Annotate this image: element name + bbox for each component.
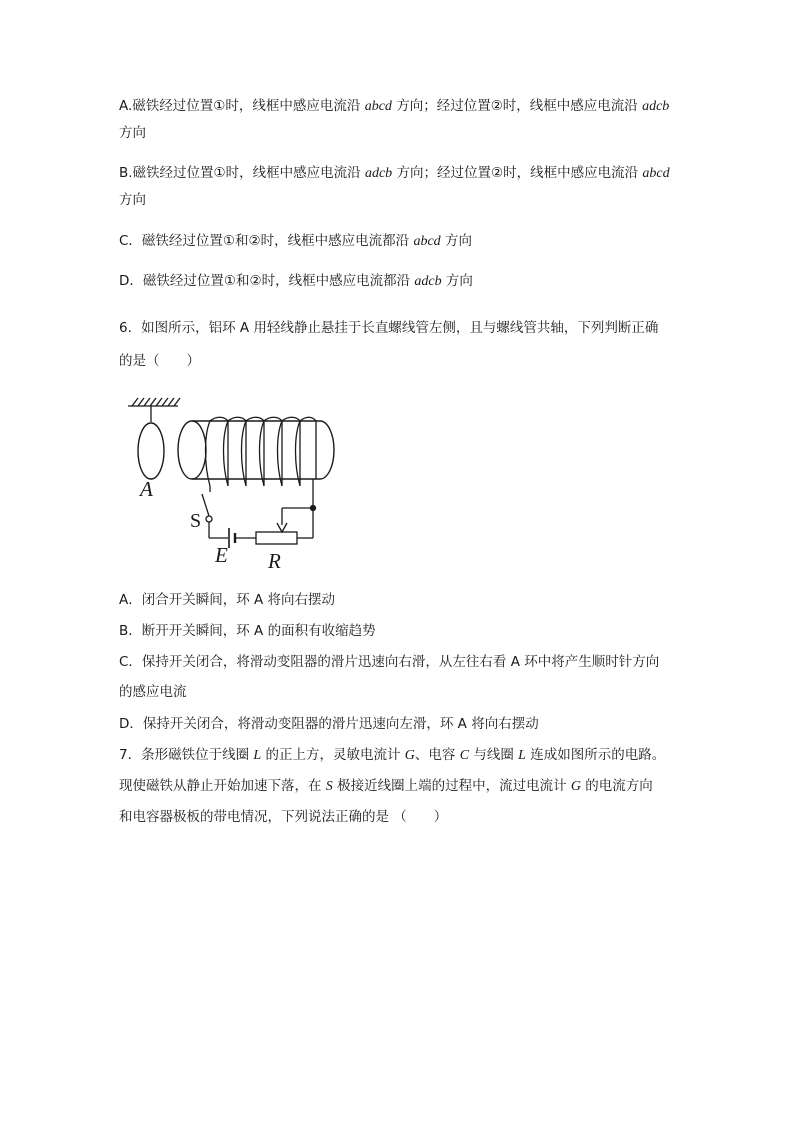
q7-stem-line2 xyxy=(119,776,653,797)
text: 方向 xyxy=(441,273,473,289)
q5-option-c xyxy=(119,231,472,252)
ring-a xyxy=(138,423,164,479)
text: 现使磁铁从静止开始加速下落，在 xyxy=(119,778,326,794)
text: B.磁铁经过位置①时，线框中感应电流沿 xyxy=(119,165,365,181)
text: 与线圈 xyxy=(469,747,519,763)
switch-lever xyxy=(202,494,209,516)
q5-option-a-line2: 方向 xyxy=(119,125,146,141)
q7-stem-line1 xyxy=(119,745,665,766)
text: 方向；经过位置②时，线框中感应电流沿 xyxy=(391,98,643,114)
var-text: adcb xyxy=(414,274,442,289)
text: C．磁铁经过位置①和②时，线框中感应电流都沿 xyxy=(119,233,414,249)
var-text: G xyxy=(404,748,415,763)
solenoid-right-end xyxy=(320,421,334,479)
var-text: L xyxy=(518,748,526,763)
text: 的电流方向 xyxy=(581,778,653,794)
text: 方向；经过位置②时，线框中感应电流沿 xyxy=(392,165,643,181)
q6-stem-line2: 的是（ ） xyxy=(119,353,200,369)
var-text: L xyxy=(253,748,262,763)
q6-option-b: B．断开开关瞬间，环 A 的面积有收缩趋势 xyxy=(119,623,376,639)
var-text: abcd xyxy=(364,99,392,114)
var-text: C xyxy=(459,748,470,763)
var-text: abcd xyxy=(642,166,670,181)
q6-option-c-line2: 的感应电流 xyxy=(119,684,187,700)
text: 极接近线圈上端的过程中，流过电流计 xyxy=(332,778,571,794)
q6-stem-line1: 6．如图所示，铝环 A 用轻线静止悬挂于长直螺线管左侧，且与螺线管共轴，下列判断正确 xyxy=(119,320,659,336)
label-a: A xyxy=(140,477,153,501)
q5-option-b-line2: 方向 xyxy=(119,192,146,208)
q7-stem-line3: 和电容器极板的带电情况，下列说法正确的是 （ ） xyxy=(119,809,448,825)
text: 、电容 xyxy=(414,747,460,763)
q6-option-d: D．保持开关闭合，将滑动变阻器的滑片迅速向左滑，环 A 将向右摆动 xyxy=(119,716,539,732)
label-s: S xyxy=(190,510,202,532)
q6-circuit-diagram xyxy=(120,390,345,575)
text: D．磁铁经过位置①和②时，线框中感应电流都沿 xyxy=(119,273,415,289)
text: A.磁铁经过位置①时，线框中感应电流沿 xyxy=(119,98,365,114)
q5-option-b-line1 xyxy=(119,163,670,184)
q6-option-a: A．闭合开关瞬间，环 A 将向右摆动 xyxy=(119,592,336,608)
solenoid-left-end xyxy=(178,421,206,479)
q5-option-a-line1 xyxy=(119,96,669,117)
text: 的正上方，灵敏电流计 xyxy=(261,747,405,763)
switch-contact xyxy=(206,516,212,522)
q5-option-d xyxy=(119,271,473,292)
text: 方向 xyxy=(440,233,472,249)
var-text: adcb xyxy=(642,99,670,114)
label-r: R xyxy=(268,549,281,573)
ceiling-hatch xyxy=(132,398,180,406)
var-text: adcb xyxy=(364,166,393,181)
var-text: abcd xyxy=(413,234,441,249)
resistor-r xyxy=(256,532,297,544)
text: 7．条形磁铁位于线圈 xyxy=(119,747,254,763)
solenoid-windings xyxy=(206,417,317,486)
label-e: E xyxy=(215,543,228,567)
var-text: G xyxy=(570,779,582,794)
q6-option-c-line1: C．保持开关闭合，将滑动变阻器的滑片迅速向右滑，从左往右看 A 环中将产生顺时针方向 xyxy=(119,654,660,670)
text: 连成如图所示的电路。 xyxy=(525,747,666,763)
var-text: S xyxy=(325,779,333,794)
